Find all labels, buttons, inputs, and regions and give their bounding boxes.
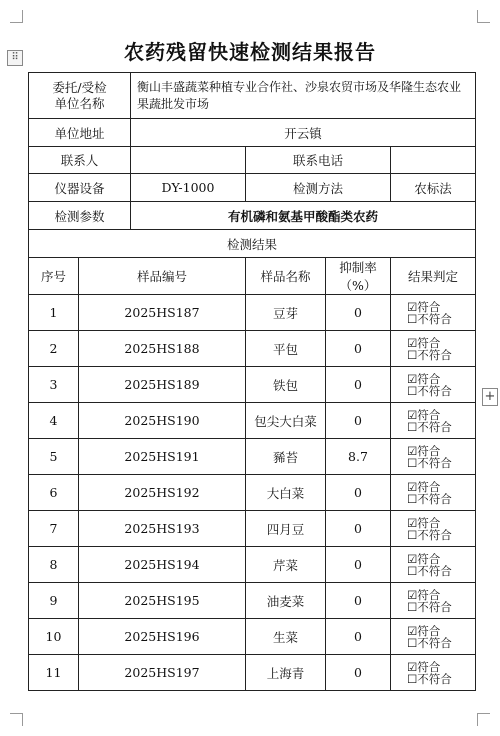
- judge-pass-checkbox[interactable]: ☑符合: [407, 587, 441, 602]
- header-code: 样品编号: [79, 258, 246, 295]
- row-judge[interactable]: [391, 367, 476, 403]
- judge-pass-checkbox[interactable]: ☑符合: [407, 479, 441, 494]
- instrument-value[interactable]: DY-1000: [131, 174, 246, 202]
- table-row: [29, 295, 476, 331]
- row-code[interactable]: 2025HS195: [79, 583, 246, 619]
- row-code[interactable]: 2025HS187: [79, 295, 246, 331]
- row-rate[interactable]: 0: [326, 547, 391, 583]
- row-judge[interactable]: [391, 403, 476, 439]
- table-row: [29, 475, 476, 511]
- table-row: [29, 547, 476, 583]
- table-add-column-icon[interactable]: +: [482, 388, 498, 406]
- judge-pass-checkbox[interactable]: ☑符合: [407, 335, 441, 350]
- row-rate[interactable]: 0: [326, 619, 391, 655]
- address-label: 单位地址: [29, 119, 131, 147]
- contact-value[interactable]: [131, 147, 246, 174]
- row-no[interactable]: 8: [29, 547, 79, 583]
- judge-fail-checkbox[interactable]: ☐不符合: [407, 635, 452, 650]
- table-row: [29, 403, 476, 439]
- judge-fail-checkbox[interactable]: ☐不符合: [407, 599, 452, 614]
- row-name[interactable]: 豨苔: [246, 439, 326, 475]
- crop-mark-top-left: [10, 10, 23, 23]
- judge-fail-checkbox[interactable]: ☐不符合: [407, 347, 452, 362]
- row-no[interactable]: 2: [29, 331, 79, 367]
- params-value[interactable]: 有机磷和氨基甲酸酯类农药: [131, 202, 476, 230]
- judge-fail-checkbox[interactable]: ☐不符合: [407, 455, 452, 470]
- table-row: [29, 619, 476, 655]
- row-no[interactable]: 9: [29, 583, 79, 619]
- instrument-label: 仪器设备: [29, 174, 131, 202]
- row-rate[interactable]: 0: [326, 583, 391, 619]
- judge-fail-checkbox[interactable]: ☐不符合: [407, 311, 452, 326]
- params-label: 检测参数: [29, 202, 131, 230]
- row-rate[interactable]: 0: [326, 475, 391, 511]
- judge-pass-checkbox[interactable]: ☑符合: [407, 407, 441, 422]
- header-judge: 结果判定: [391, 258, 476, 295]
- results-header-row: [29, 258, 476, 295]
- row-name[interactable]: 生菜: [246, 619, 326, 655]
- header-rate: 抑制率（%）: [326, 258, 391, 295]
- client-value[interactable]: 衡山丰盛蔬菜种植专业合作社、沙泉农贸市场及华隆生态农业果蔬批发市场: [131, 73, 476, 119]
- row-name[interactable]: 油麦菜: [246, 583, 326, 619]
- table-row: [29, 331, 476, 367]
- row-name[interactable]: 平包: [246, 331, 326, 367]
- row-no[interactable]: 10: [29, 619, 79, 655]
- phone-value[interactable]: [391, 147, 476, 174]
- row-judge[interactable]: [391, 583, 476, 619]
- address-value[interactable]: 开云镇: [131, 119, 476, 147]
- method-value[interactable]: 农标法: [391, 174, 476, 202]
- row-judge[interactable]: [391, 511, 476, 547]
- row-name[interactable]: 四月豆: [246, 511, 326, 547]
- row-no[interactable]: 11: [29, 655, 79, 691]
- judge-fail-checkbox[interactable]: ☐不符合: [407, 491, 452, 506]
- row-code[interactable]: 2025HS194: [79, 547, 246, 583]
- crop-mark-top-right: [477, 10, 490, 23]
- row-name[interactable]: 包尖大白菜: [246, 403, 326, 439]
- judge-fail-checkbox[interactable]: ☐不符合: [407, 383, 452, 398]
- row-rate[interactable]: 0: [326, 295, 391, 331]
- results-section-title: 检测结果: [29, 230, 476, 258]
- table-row: [29, 655, 476, 691]
- row-judge[interactable]: [391, 655, 476, 691]
- row-name[interactable]: 上海青: [246, 655, 326, 691]
- report-table: [28, 72, 476, 691]
- judge-pass-checkbox[interactable]: ☑符合: [407, 623, 441, 638]
- judge-pass-checkbox[interactable]: ☑符合: [407, 299, 441, 314]
- judge-fail-checkbox[interactable]: ☐不符合: [407, 527, 452, 542]
- header-name: 样品名称: [246, 258, 326, 295]
- row-name[interactable]: 豆芽: [246, 295, 326, 331]
- judge-pass-checkbox[interactable]: ☑符合: [407, 551, 441, 566]
- table-row: [29, 511, 476, 547]
- row-code[interactable]: 2025HS191: [79, 439, 246, 475]
- row-judge[interactable]: [391, 475, 476, 511]
- crop-mark-bottom-left: [10, 713, 23, 726]
- row-code[interactable]: 2025HS192: [79, 475, 246, 511]
- row-name[interactable]: 铁包: [246, 367, 326, 403]
- row-no[interactable]: 5: [29, 439, 79, 475]
- crop-mark-bottom-right: [477, 713, 490, 726]
- contact-label: 联系人: [29, 147, 131, 174]
- header-no: 序号: [29, 258, 79, 295]
- row-no[interactable]: 6: [29, 475, 79, 511]
- row-judge[interactable]: [391, 547, 476, 583]
- table-move-handle-icon[interactable]: ⠿: [7, 50, 23, 66]
- judge-pass-checkbox[interactable]: ☑符合: [407, 515, 441, 530]
- table-row: [29, 583, 476, 619]
- judge-pass-checkbox[interactable]: ☑符合: [407, 371, 441, 386]
- row-rate[interactable]: 0: [326, 403, 391, 439]
- judge-pass-checkbox[interactable]: ☑符合: [407, 443, 441, 458]
- row-no[interactable]: 4: [29, 403, 79, 439]
- judge-fail-checkbox[interactable]: ☐不符合: [407, 671, 452, 686]
- row-judge[interactable]: [391, 619, 476, 655]
- row-no[interactable]: 3: [29, 367, 79, 403]
- row-rate[interactable]: 0: [326, 655, 391, 691]
- row-judge[interactable]: [391, 331, 476, 367]
- row-name[interactable]: 大白菜: [246, 475, 326, 511]
- row-no[interactable]: 1: [29, 295, 79, 331]
- row-code[interactable]: 2025HS188: [79, 331, 246, 367]
- judge-fail-checkbox[interactable]: ☐不符合: [407, 419, 452, 434]
- row-code[interactable]: 2025HS196: [79, 619, 246, 655]
- row-code[interactable]: 2025HS197: [79, 655, 246, 691]
- row-code[interactable]: 2025HS189: [79, 367, 246, 403]
- method-label: 检测方法: [246, 174, 391, 202]
- judge-pass-checkbox[interactable]: ☑符合: [407, 659, 441, 674]
- phone-label: 联系电话: [246, 147, 391, 174]
- row-code[interactable]: 2025HS190: [79, 403, 246, 439]
- table-row: [29, 367, 476, 403]
- row-rate[interactable]: 8.7: [326, 439, 391, 475]
- row-name[interactable]: 芹菜: [246, 547, 326, 583]
- row-code[interactable]: 2025HS193: [79, 511, 246, 547]
- table-row: [29, 439, 476, 475]
- row-rate[interactable]: 0: [326, 511, 391, 547]
- client-label: 委托/受检 单位名称: [29, 73, 131, 119]
- row-judge[interactable]: [391, 439, 476, 475]
- row-rate[interactable]: 0: [326, 331, 391, 367]
- row-no[interactable]: 7: [29, 511, 79, 547]
- row-judge[interactable]: [391, 295, 476, 331]
- judge-fail-checkbox[interactable]: ☐不符合: [407, 563, 452, 578]
- page-title: 农药残留快速检测结果报告: [124, 40, 376, 64]
- row-rate[interactable]: 0: [326, 367, 391, 403]
